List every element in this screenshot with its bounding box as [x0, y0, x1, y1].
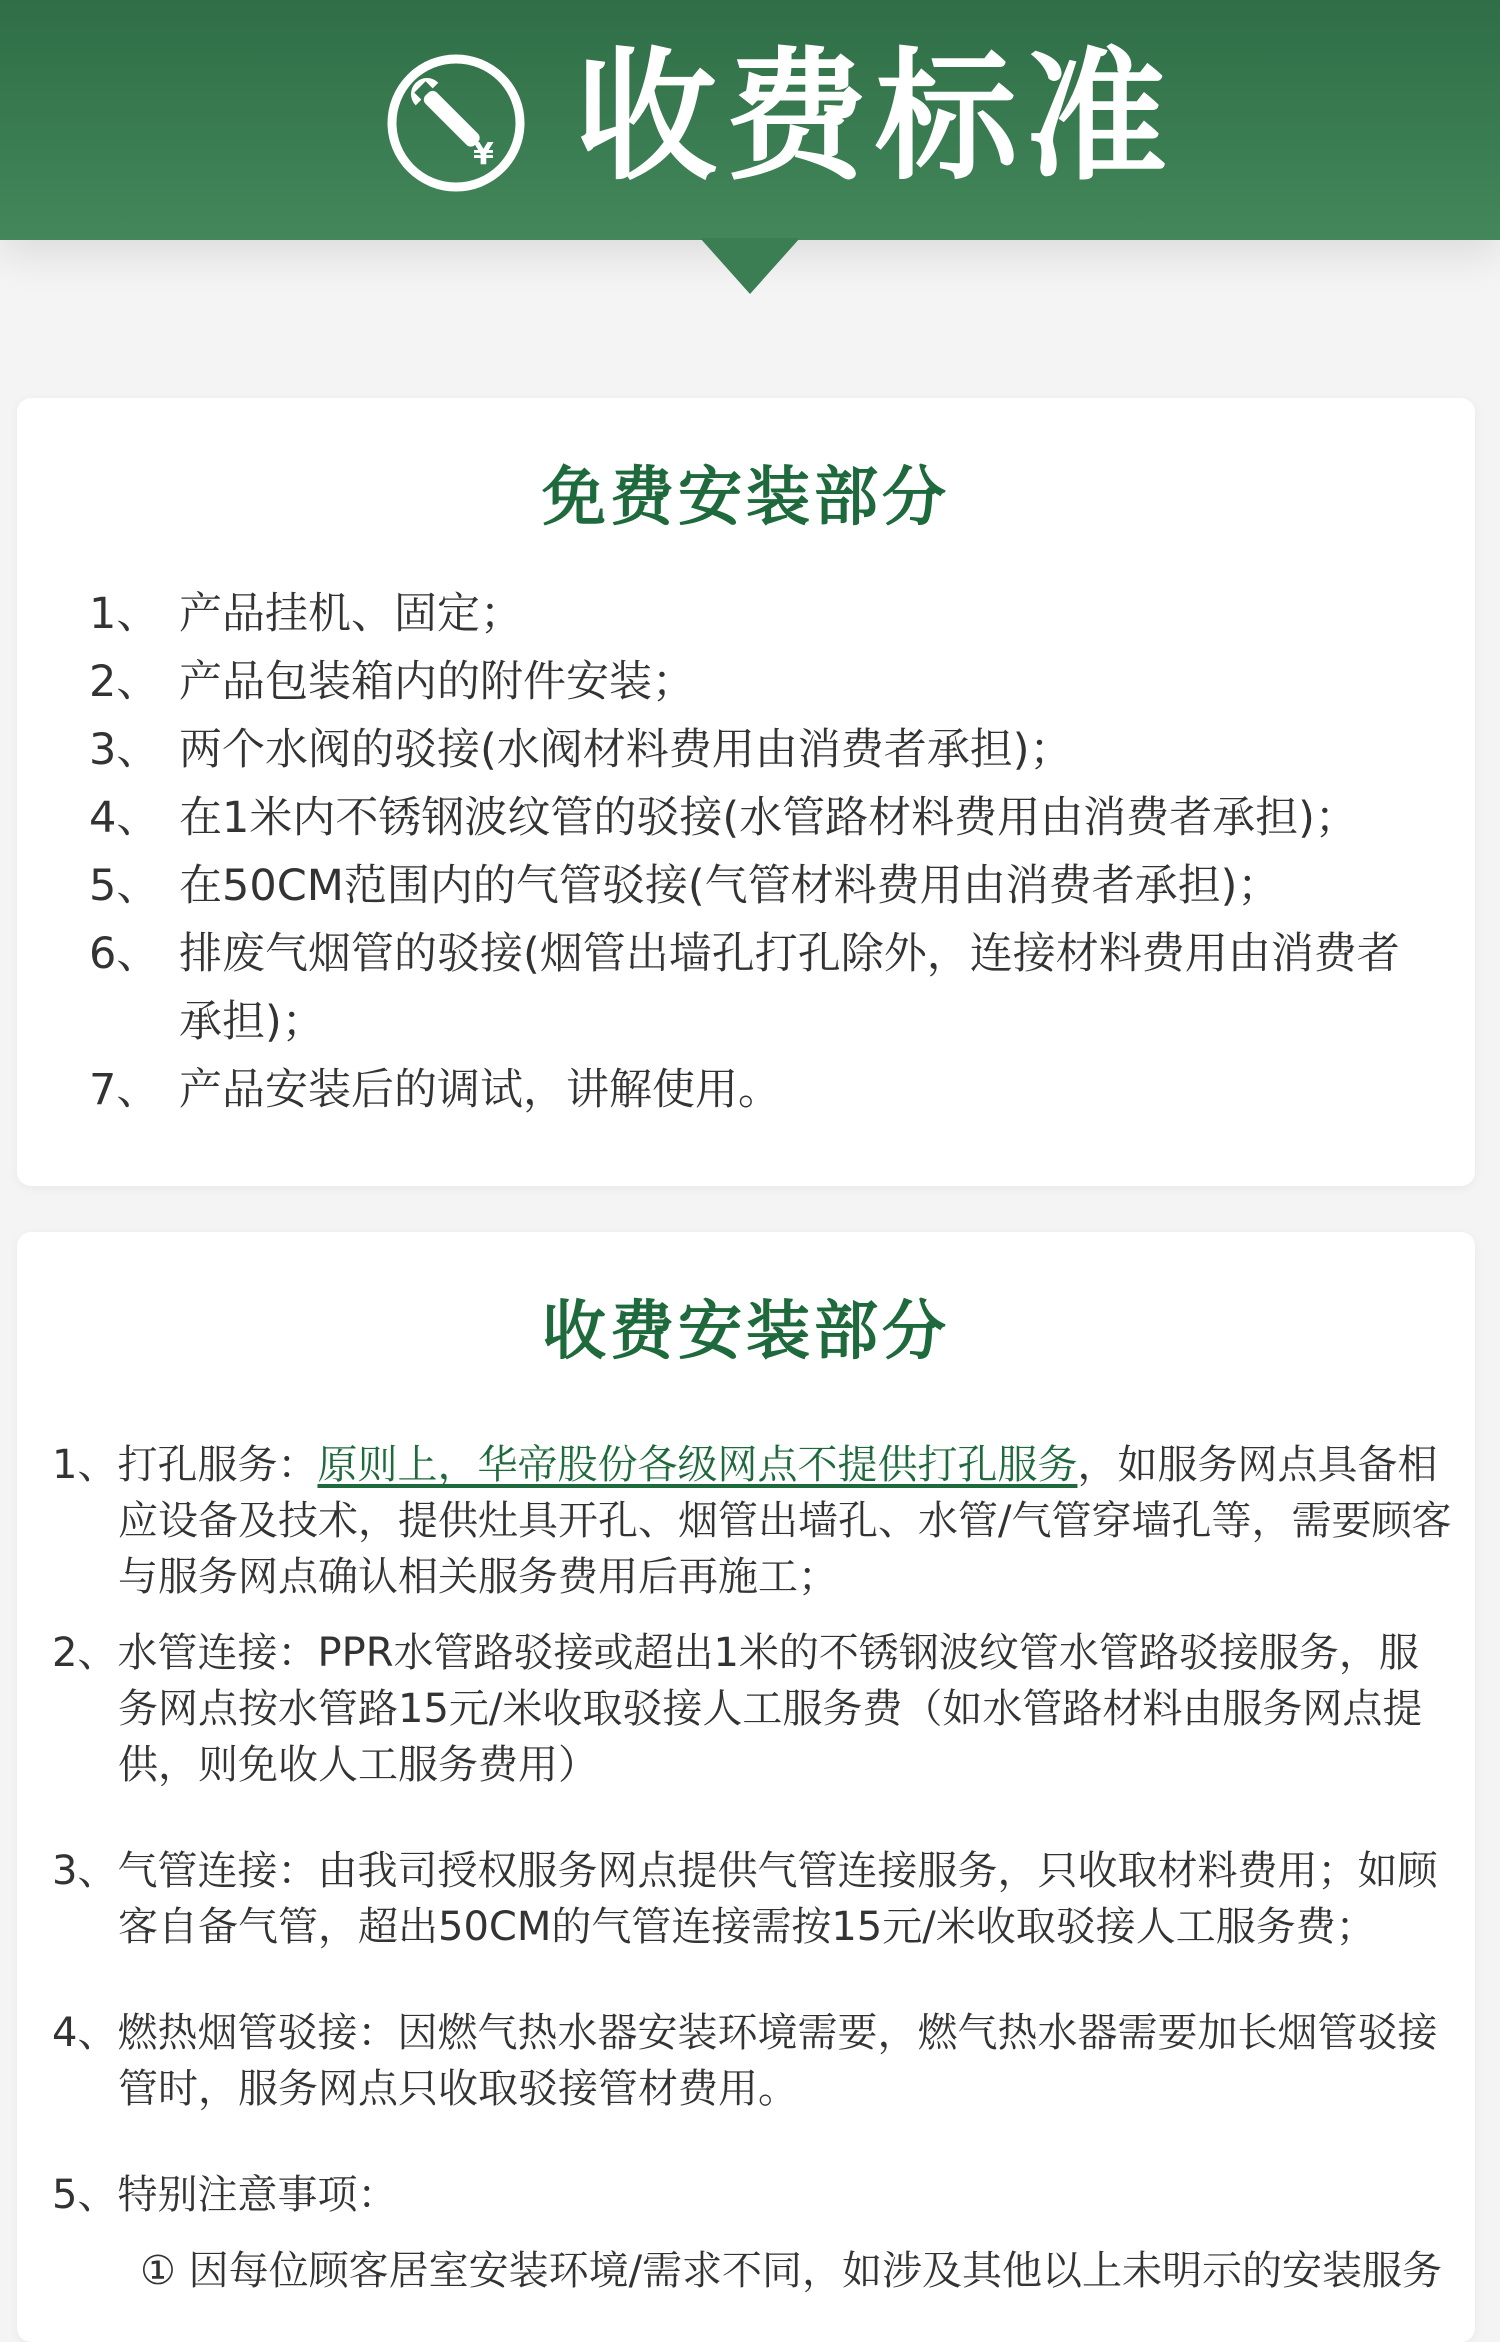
header-pointer: [700, 238, 800, 294]
list-item: [89, 852, 1429, 920]
list-item: 4、燃热烟管驳接：因燃气热水器安装环境需要，燃气热水器需要加长烟管驳接管时，服务网点只收取驳接管材费用。: [52, 2010, 1438, 2112]
item-text: 在1米内不锈钢波纹管的驳接(水管路材料费用由消费者承担)；: [179, 793, 1358, 843]
item-number: 1、: [89, 589, 160, 639]
item-number: 5、: [89, 861, 160, 911]
item-lead: 1、打孔服务：: [52, 1442, 318, 1488]
list-item: 5、特别注意事项：: [52, 2172, 398, 2218]
item-number: 6、: [89, 929, 160, 979]
header-banner: [0, 0, 1500, 240]
item-text: 在50CM范围内的气管驳接(气管材料费用由消费者承担)；: [179, 861, 1281, 911]
list-item: [89, 784, 1429, 852]
item-number: 2、: [89, 657, 160, 707]
item-text: 产品安装后的调试，讲解使用。: [179, 1065, 781, 1115]
list-item: [89, 1056, 1429, 1124]
svg-text:¥: ¥: [473, 137, 494, 172]
sub-list-item: ① 因每位顾客居室安装环境/需求不同，如涉及其他以上未明示的安装服务: [140, 2248, 1443, 2294]
free-install-card: [17, 398, 1475, 1186]
item-number: 3、: [89, 725, 160, 775]
paid-install-card: [17, 1232, 1475, 2342]
item-text: 产品挂机、固定；: [179, 589, 523, 639]
item-text: 两个水阀的驳接(水阀材料费用由消费者承担)；: [179, 725, 1073, 775]
list-item: [89, 920, 1429, 1056]
item-text: ，如服务网点具备相应设备及技术，提供灶具开孔、烟管出墙孔、水管/气管穿墙孔等，需要顾客与服务网点确认相关服务费用后再施工；: [118, 1442, 1452, 1600]
item-number: 7、: [89, 1065, 160, 1115]
highlight-text: 原则上，华帝股份各级网点不提供打孔服务: [317, 1442, 1078, 1488]
paid-section-title: 收费安装部分: [542, 1295, 950, 1369]
paid-list: [52, 1437, 1452, 2299]
free-list: [89, 580, 1429, 1124]
list-item: [89, 716, 1429, 784]
item-text: 排废气烟管的驳接(烟管出墙孔打孔除外，连接材料费用由消费者承担)；: [179, 929, 1400, 1047]
page-title: 收费标准: [575, 35, 1175, 200]
list-item: [52, 1437, 1452, 1605]
list-item: 2、水管连接：PPR水管路驳接或超出1米的不锈钢波纹管水管路驳接服务，服务网点按水管路15元/米收取驳接人工服务费（如水管路材料由服务网点提供，则免收人工服务费用）: [52, 1630, 1423, 1788]
list-item: [89, 648, 1429, 716]
list-item: 3、气管连接：由我司授权服务网点提供气管连接服务，只收取材料费用；如顾客自备气管，超出50CM的气管连接需按15元/米收取驳接人工服务费；: [52, 1848, 1438, 1950]
free-section-title: 免费安装部分: [542, 461, 950, 535]
item-number: 4、: [89, 793, 160, 843]
item-text: 产品包装箱内的附件安装；: [179, 657, 695, 707]
wrench-yen-icon: [385, 52, 527, 194]
list-item: [89, 580, 1429, 648]
